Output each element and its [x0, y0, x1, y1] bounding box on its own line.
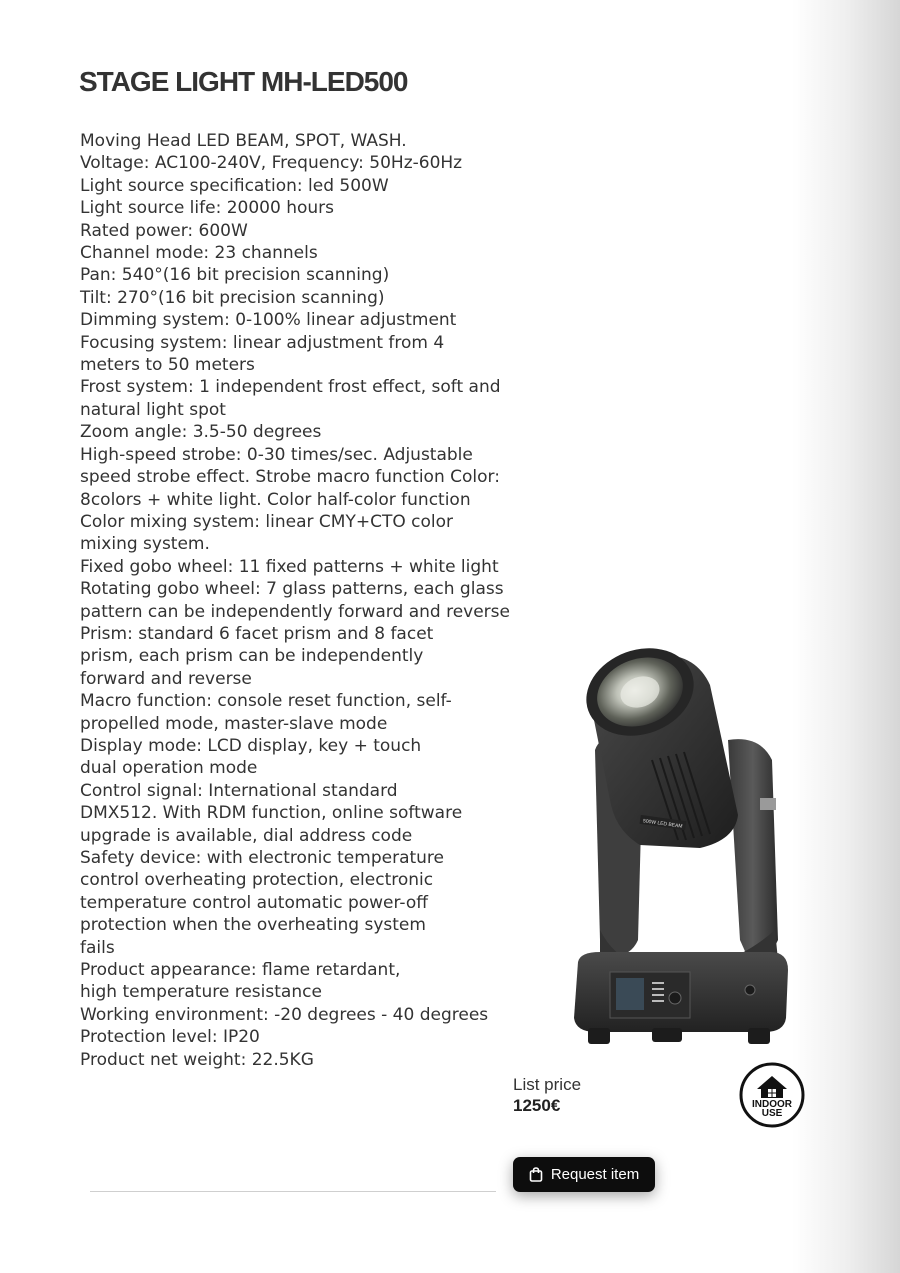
spec-line: Product appearance: flame retardant, high temperature resistance: [80, 960, 401, 1003]
spec-line: Working environment: -20 degrees - 40 degrees: [80, 1004, 489, 1025]
spec-line: Channel mode: 23 channels: [80, 243, 318, 264]
spec-line: Color mixing system: linear CMY+CTO color mixing system.: [80, 511, 453, 555]
spec-line: High-speed strobe: 0-30 times/sec. Adjustable speed strobe effect. Strobe macro function Color: 8colors + white light. Color half-color function: [80, 444, 500, 510]
spec-line: Light source specification: led 500W: [80, 175, 389, 196]
spec-line: Moving Head LED BEAM, SPOT, WASH.: [80, 131, 407, 151]
spec-line: Tilt: 270°(16 bit precision scanning): [80, 287, 385, 308]
fixture-label: 500W LED BEAM: [642, 818, 683, 830]
list-price-value: 1250€: [513, 1096, 561, 1115]
spec-list: [80, 130, 510, 1071]
spec-line: Rated power: 600W: [80, 220, 248, 241]
badge-line-2: USE: [761, 1108, 783, 1119]
spec-line: Voltage: AC100-240V, Frequency: 50Hz-60Hz: [80, 153, 463, 174]
divider: [90, 1191, 496, 1192]
indoor-use-badge: [739, 1062, 805, 1128]
spec-line: Dimming system: 0-100% linear adjustment: [80, 310, 457, 331]
spec-line: Control signal: International standard DMX512. With RDM function, online software upgrade is available, dial address code: [80, 780, 463, 846]
request-item-label: Request item: [550, 1166, 640, 1183]
spec-line: Fixed gobo wheel: 11 fixed patterns + white light: [80, 556, 499, 577]
spec-line: Frost system: 1 independent frost effect, soft and natural light spot: [80, 377, 501, 420]
spec-line: Focusing system: linear adjustment from 4 meters to 50 meters: [80, 332, 445, 376]
spec-line: Display mode: LCD display, key + touch dual operation mode: [80, 735, 422, 779]
list-price-label: List price: [513, 1075, 582, 1094]
spec-line: Light source life: 20000 hours: [80, 198, 334, 219]
spec-line: Pan: 540°(16 bit precision scanning): [80, 265, 390, 286]
spec-line: Rotating gobo wheel: 7 glass patterns, each glass pattern can be independently forward and reverse: [80, 579, 510, 622]
spec-line: Safety device: with electronic temperature control overheating protection, electronic temperature control automatic power-off protection when the overheating system fails: [80, 848, 444, 958]
spec-line: Product net weight: 22.5KG: [80, 1049, 314, 1070]
product-title: STAGE LIGHT MH-LED500: [79, 66, 408, 97]
product-image: [560, 640, 800, 1060]
spec-line: Prism: standard 6 facet prism and 8 facet prism, each prism can be independently forward and reverse: [80, 623, 434, 689]
spec-line: Protection level: IP20: [80, 1027, 260, 1048]
shopping-bag-icon: [529, 1167, 543, 1182]
badge-line-1: INDOOR: [752, 1099, 792, 1110]
spec-line: Macro function: console reset function, self-propelled mode, master-slave mode: [80, 691, 452, 734]
spec-line: Zoom angle: 3.5-50 degrees: [80, 422, 322, 443]
request-item-button[interactable]: [513, 1157, 655, 1192]
